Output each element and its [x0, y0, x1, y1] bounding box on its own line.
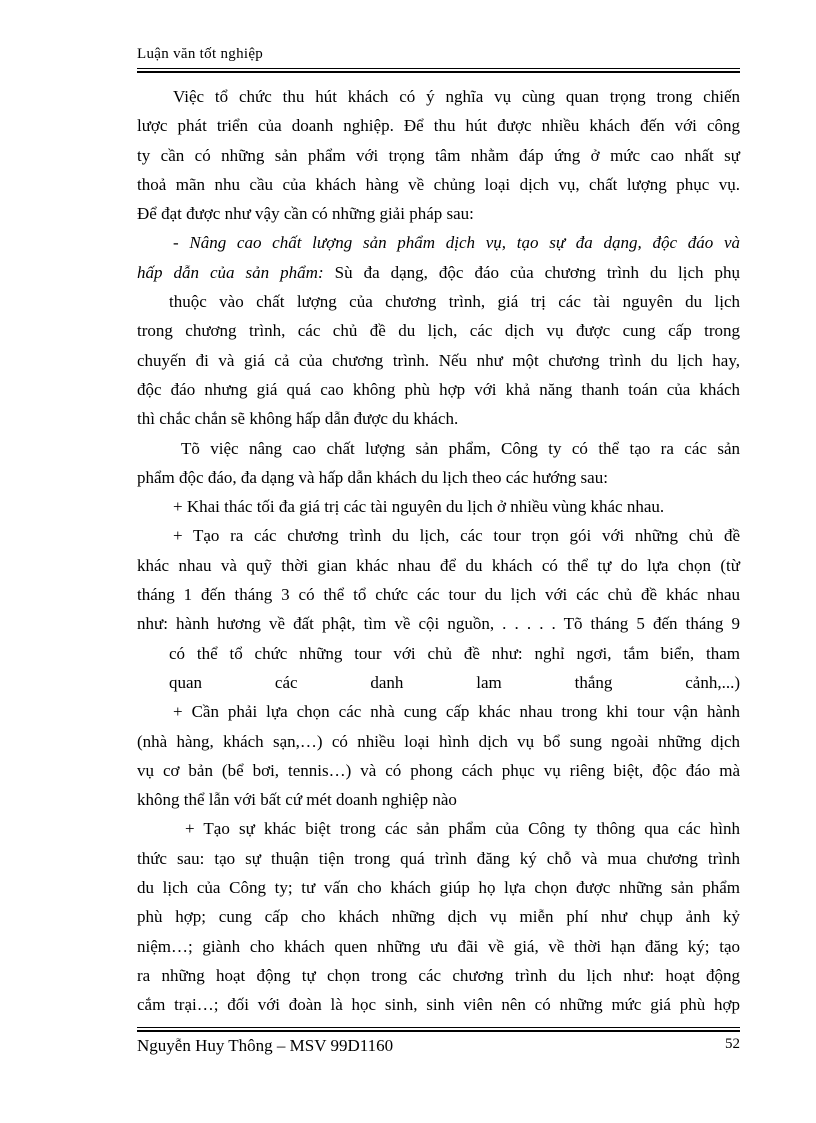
list-item-line: + Tạo ra các chương trình du lịch, các tour trọn gói với những chủ đề [173, 526, 740, 546]
list-item-line: + Tạo sự khác biệt trong các sản phẩm của Công ty thông qua các hình [185, 819, 740, 839]
page-body [137, 82, 740, 1020]
paragraph-line: chuyến đi và giá cả của chương trình. Nếu như một chương trình du lịch hay, [137, 350, 740, 370]
paragraph-line: khác nhau và quỹ thời gian khác nhau để du khách có thể tự do lựa chọn (từ [137, 555, 740, 575]
paragraph-line: Việc tổ chức thu hút khách có ý nghĩa vụ cùng quan trọng trong chiến [173, 87, 740, 106]
paragraph-line: thoả mãn nhu cầu của khách hàng về chủng loại dịch vụ, chất lượng phục vụ. [137, 174, 740, 194]
paragraph-line: cắm trại…; đối với đoàn là học sinh, sinh viên nên có những mức giá phù hợp [137, 995, 740, 1015]
paragraph-line: trong chương trình, các chủ đề du lịch, các dịch vụ được cung cấp trong [137, 321, 740, 341]
paragraph-line: như: hành hương về đất phật, tìm về cội nguồn, . . . . . Tõ tháng 5 đến tháng 9 [137, 614, 740, 634]
paragraph-line: quan các danh lam thắng cảnh,...) [169, 672, 740, 692]
paragraph-line: thì chắc chắn sẽ không hấp dẫn được du khách. [137, 409, 459, 429]
paragraph-line: phù hợp; cung cấp cho khách những dịch vụ miễn phí như chụp ảnh kỷ [137, 907, 740, 927]
section-heading-line: - Nâng cao chất lượng sản phẩm dịch vụ, tạo sự đa dạng, độc đáo và [173, 233, 740, 253]
section-heading-tail: hấp dẫn của sản phẩm: [137, 262, 324, 282]
paragraph-line: niệm…; giành cho khách quen những ưu đãi về giá, về thời hạn đăng ký; tạo [137, 936, 740, 956]
paragraph-line: độc đáo nhưng giá quá cao không phù hợp với khả năng thanh toán của khách [137, 379, 740, 399]
page-header-title: Luận văn tốt nghiệp [137, 46, 264, 62]
page-number: 52 [725, 1036, 740, 1052]
list-item-line: + Khai thác tối đa giá trị các tài nguyên du lịch ở nhiều vùng khác nhau. [173, 497, 665, 517]
header-rule [137, 68, 740, 73]
footer-rule [137, 1027, 740, 1032]
paragraph-line: ty cần có những sản phẩm với trọng tâm nhằm đáp ứng ở mức cao nhất sự [137, 145, 740, 165]
paragraph-line: Tõ việc nâng cao chất lượng sản phẩm, Công ty có thể tạo ra các sản [181, 438, 740, 458]
footer-author: Nguyễn Huy Thông – MSV 99D1160 [137, 1036, 394, 1055]
list-item-line: + Cần phải lựa chọn các nhà cung cấp khác nhau trong khi tour vận hành [173, 702, 740, 722]
paragraph-line: du lịch của Công ty; tư vấn cho khách giúp họ lựa chọn được những sản phẩm [137, 878, 740, 898]
paragraph-line: vụ cơ bản (bể bơi, tennis…) và có phong cách phục vụ riêng biệt, độc đáo mà [137, 760, 740, 780]
paragraph-line: tháng 1 đến tháng 3 có thể tổ chức các tour du lịch với các chủ đề khác nhau [137, 585, 740, 605]
paragraph-line: phẩm độc đáo, đa dạng và hấp dẫn khách du lịch theo các hướng sau: [137, 467, 608, 487]
paragraph-line: lược phát triển của doanh nghiệp. Để thu hút được nhiều khách đến với công [137, 116, 740, 136]
paragraph-line: (nhà hàng, khách sạn,…) có nhiều loại hình dịch vụ bổ sung ngoài những dịch [137, 731, 740, 751]
paragraph-line: Để đạt được như vậy cần có những giải pháp sau: [137, 204, 474, 224]
paragraph-text: Sù đa dạng, độc đáo của chương trình du lịch phụ [323, 262, 740, 282]
paragraph-line: ra những hoạt động tự chọn trong các chương trình du lịch như: hoạt động [137, 965, 740, 985]
paragraph-line: không thể lẫn với bất cứ mét doanh nghiệp nào [137, 790, 457, 810]
paragraph-line: thức sau: tạo sự thuận tiện trong quá trình đăng ký chỗ và mua chương trình [137, 848, 740, 868]
paragraph-line: thuộc vào chất lượng của chương trình, giá trị các tài nguyên du lịch [169, 292, 740, 312]
paragraph-line [137, 258, 740, 287]
paragraph-line: có thể tổ chức những tour với chủ đề như: nghỉ ngơi, tắm biển, tham [169, 643, 740, 663]
